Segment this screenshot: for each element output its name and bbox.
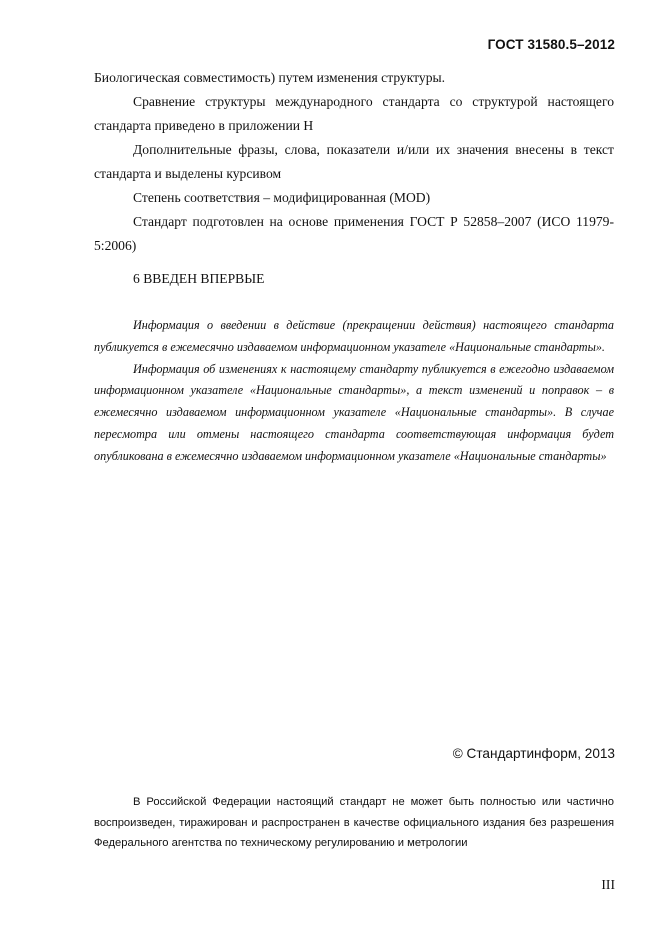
reproduction-notice — [94, 792, 614, 854]
conformity-degree-paragraph: Степень соответствия – модифицированная (MOD) — [133, 190, 431, 205]
info-paragraph-introduction: Информация о введении в действие (прекращении действия) настоящего стандарта публикуется в ежемесячно издаваемом информационном указателе «Национальные стандарты». — [94, 318, 614, 354]
page-number: III — [601, 877, 615, 892]
comparison-paragraph: Сравнение структуры международного стандарта со структурой настоящего стандарта приведено в приложении Н — [94, 94, 614, 133]
section-6-heading: 6 ВВЕДЕН ВПЕРВЫЕ — [133, 271, 265, 286]
publication-info-block — [94, 315, 614, 468]
reproduction-notice-text: В Российской Федерации настоящий стандарт не может быть полностью или частично воспроизведен, тиражирован и распространен в качестве официального издания без разрешения Федерального агентства по техническому регулированию и метрологии — [94, 796, 614, 849]
additional-phrases-paragraph: Дополнительные фразы, слова, показатели и/или их значения внесены в текст стандарта и выделены курсивом — [94, 142, 614, 181]
preface-body — [94, 66, 614, 258]
continuation-line: Биологическая совместимость) путем изменения структуры. — [94, 70, 446, 85]
copyright-line: © Стандартинформ, 2013 — [452, 746, 615, 761]
standard-designation: ГОСТ 31580.5–2012 — [487, 37, 615, 52]
info-paragraph-changes: Информация об изменениях к настоящему стандарту публикуется в ежегодно издаваемом информационном указателе «Национальные стандарты», а текст изменений и поправок – в ежемесячно издаваемом информационном указателе «Национальные стандарты». В случае пересмотра или отмены настоящего стандарта соответствующая информация будет опубликована в ежемесячно издаваемом информационном указателе «Национальные стандарты» — [94, 361, 614, 463]
basis-standard-paragraph: Стандарт подготовлен на основе применения ГОСТ Р 52858–2007 (ИСО 11979-5:2006) — [94, 214, 614, 253]
